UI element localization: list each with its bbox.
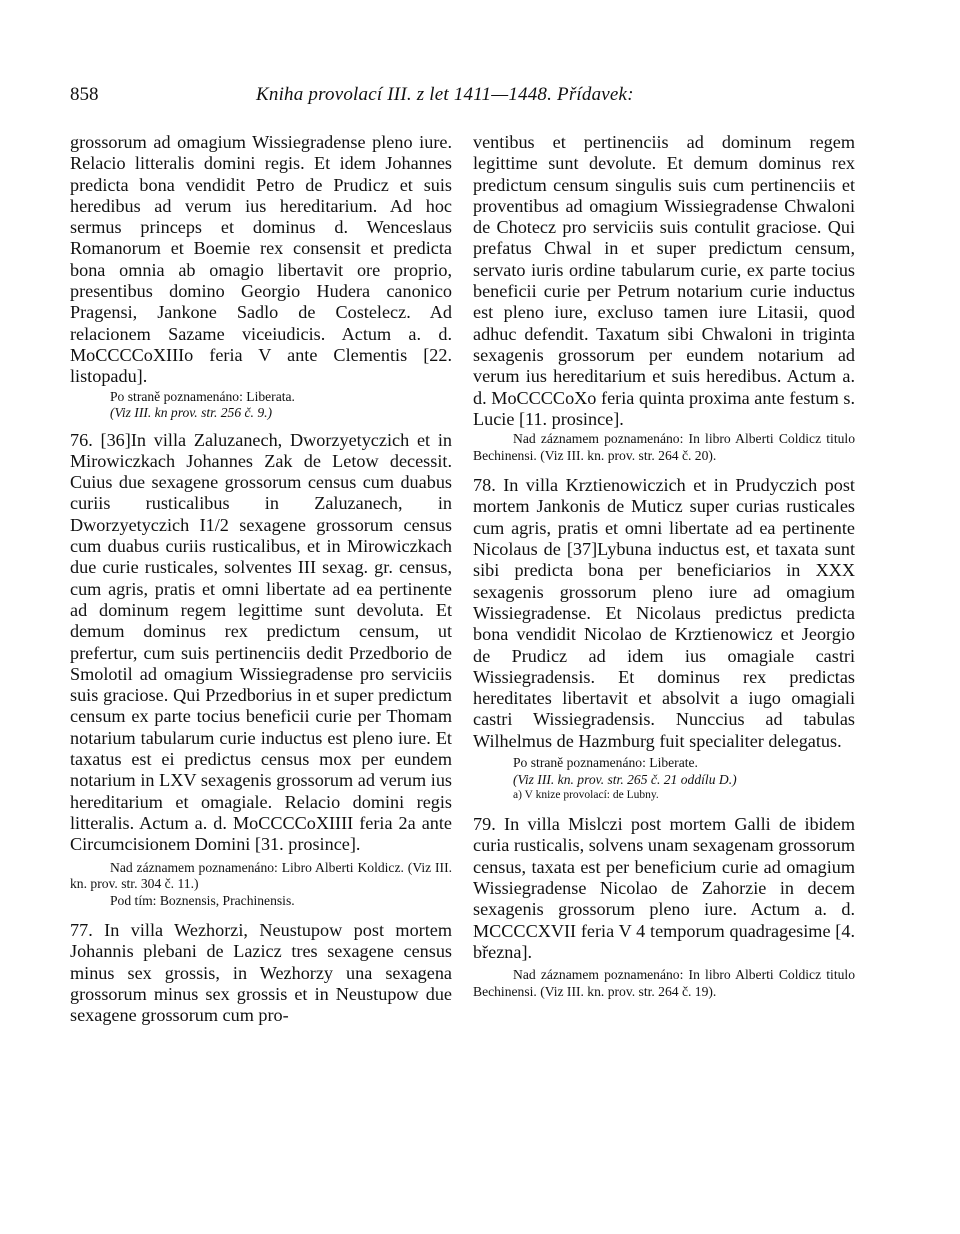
entry-78-cross-reference (473, 772, 855, 789)
entry-78-cross-reference-text: (Viz III. kn. prov. str. 265 č. 21 oddílu D.) (513, 771, 737, 787)
cross-reference (70, 405, 452, 422)
footnote: a) V knize provolací: de Lubny. (513, 789, 659, 802)
entry-76: 76. [36]In villa Zaluzanech, Dworzyetyczich et in Mirowiczkach Johannes Zak de Letow decessit. Cuius due sexagene grossorum census cum duabus curiis rusticalibus in Zaluzanech, in Dworzyetyczich I1/2 sexagene grossorum census cum duabus curiis rusticalibus, et in Mirowiczkach due curie rusticales, solventes III sexag. gr. census, cum agris, pratis et omni libertate ad ea pertinente ad dominum regem legittime sunt devoluta. Et demum dominus rex predictum censum, ut prefertur, cum suis pertinenciis dedit Przedborio de Smolotil ad omagium Wissiegradense pro serviciis suis graciose. Qui Przedborius in et super predictum censum ex parte tocius beneficii curie per Thomam notarium tabularum curie inductus est pleno iure. Et taxatus est ei predictus census mox per eundem notarium in LXV sexagenis grossorum ad verum ius hereditarium et omagiale. Relacio domini regis litteralis. Actum a. d. MoCCCCoXIIII feria 2a ante Circumcisionem Domini [31. prosince]. (70, 429, 452, 855)
page-header (70, 84, 860, 112)
entry-78: 78. In villa Krztienowiczich et in Prudyczich post mortem Jankonis de Muticz super curias rusticales cum agris, pratis et omni libertate ad ea pertinente Nicolaus de [37]Lybuna inductus est, et taxata sunt sibi predicta bona per beneficiarios in XXX sexagenis grossorum pleno iure ad omagium Wissiegradense. Et Nicolaus predictus predicta bona vendidit Nicolao de Krztienowicz et Jeorgio de Prudicz ad idem ius omagiale castri Wissiegradensis. Et dominus rex predictas hereditates libertavit et absolvit a iugo omagiali castri Wissiegradensis. Nunccius ad tabulas Wilhelmus de Hazmburg fuit specialiter delegatus. (473, 475, 855, 751)
entry-77-continuation: ventibus et pertinenciis ad dominum regem legittime sunt devolute. Et demum dominus rex predictum censum singulis suis cum pertinenciis et proventibus ad omagium Wissiegradense Chwaloni de Chotecz pro serviciis suis contulit graciose. Qui prefatus Chwal in et super predictum censum, servato iuris ordine tabularum curie, ex parte tocius beneficii curie per Petrum notarium curie inductus est pleno iure, excluso tamen iure Litasii, quod adhuc defendit. Taxatum sibi Chwaloni in triginta sexagenis grossorum per eundem notarium ad verum ius hereditarium et suis heredibus. Actum a. d. MoCCCCoXo feria quinta proxima ante festum s. Lucie [11. prosince]. (473, 132, 855, 429)
paragraph-continuation: grossorum ad omagium Wissiegradense pleno iure. Relacio litteralis domini regis. Et idem Johannes predicta bona vendidit Petro de Prudicz et suis heredibus ad verum ius hereditarium. Ad hoc sermus princeps et dominus d. Wenceslaus Romanorum et Boemie rex consensit et predicta bona omnia ab omagio libertavit ore proprio, presentibus domino Georgio Hudera canonico Pragensi, Jankone Sadlo de Costelecz. Ad relacionem Sazame viceiudicis. Actum a. d. MoCCCCoXIIIo feria V ante Clementis [22. listopadu]. (70, 132, 452, 387)
entry-78-margin-note: Po straně poznamenáno: Liberate. (513, 755, 698, 771)
entry-76-note: Nad záznamem poznamenáno: Libro Alberti Koldicz. (Viz III. kn. prov. str. 304 č. 11.) (70, 859, 452, 891)
entry-79: 79. In villa Mislczi post mortem Galli de ibidem curia rusticalis, solvens unam sexagenam grossorum census, taxata est per beneficium curie ad omagium Wissiegradense Nicolao de Zahorzie in decem sexagenis grossorum pleno iure. Actum a. d. MCCCCXVII feria V 4 temporum quadragesime [4. března]. (473, 814, 855, 962)
cross-reference-text: (Viz III. kn prov. str. 256 č. 9.) (110, 405, 273, 421)
running-title: Kniha provolací III. z let 1411—1448. Přídavek: (256, 84, 634, 105)
margin-note-text: Po straně poznamenáno: Liberata. (110, 388, 295, 404)
margin-note (70, 389, 452, 406)
entry-76-note-below: Pod tím: Boznensis, Prachinensis. (110, 892, 295, 908)
entry-79-note: Nad záznamem poznamenáno: In libro Alberti Coldicz titulo Bechinensi. (Viz III. kn. prov. str. 264 č. 19). (473, 967, 855, 999)
left-column (70, 132, 452, 1026)
right-column (473, 132, 855, 1000)
entry-77: 77. In villa Wezhorzi, Neustupow post mortem Johannis plebani de Lazicz tres sexagene census minus sex grossis, in Wezhorzy una sexagena grossorum minus sex grossis et in Neustupow due sexagene grossorum cum pro- (70, 920, 452, 1026)
page-number: 858 (70, 84, 99, 105)
entry-77-note: Nad záznamem poznamenáno: In libro Alberti Coldicz titulo Bechinensi. (Viz III. kn. prov. str. 264 č. 20). (473, 431, 855, 463)
